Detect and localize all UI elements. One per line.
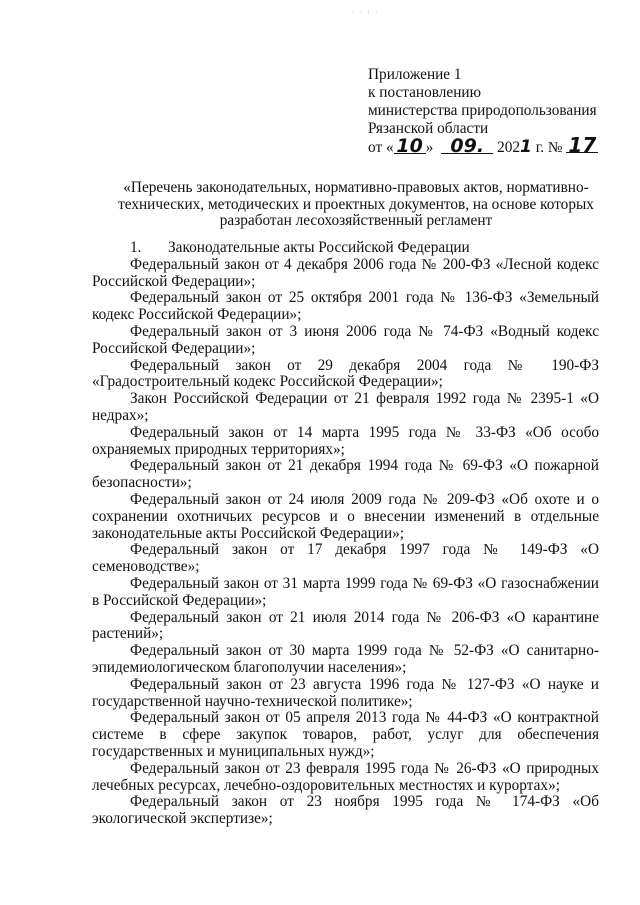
document-title: «Перечень законодательных, нормативно-правовых актов, нормативно-технических, методических и проектных документов, на основе которых разработан лесохозяйственный регламент xyxy=(118,179,594,229)
appendix-line-3: министерства природопользования xyxy=(368,102,597,119)
appendix-line-2: к постановлению xyxy=(368,84,482,101)
appendix-line-1: Приложение 1 xyxy=(368,66,462,83)
section-number: 1. xyxy=(130,239,142,256)
date-mid: » xyxy=(425,139,434,156)
law-item: Федеральный закон от 23 ноября 1995 года № 174-ФЗ «Об экологической экспертизе»; xyxy=(92,793,599,828)
law-item: Федеральный закон от 05 апреля 2013 года № 44-ФЗ «О контрактной системе в сфере закупок товаров, работ, услуг для обеспечения государственных и муниципальных нужд»; xyxy=(92,709,599,760)
date-year-digit-handwritten: 1 xyxy=(520,137,532,157)
law-item: Федеральный закон от 30 марта 1999 года № 52-ФЗ «О санитарно-эпидемиологическом благополучии населения»; xyxy=(92,642,599,676)
date-prefix: от « xyxy=(368,139,394,156)
laws-list xyxy=(92,257,599,828)
law-item: Федеральный закон от 23 августа 1996 года № 127-ФЗ «О науке и государственной научно-технической политике»; xyxy=(92,675,599,710)
date-month-handwritten: 09. xyxy=(441,139,493,154)
section-heading-text: Законодательные акты Российской Федерации xyxy=(168,239,470,256)
law-item: Федеральный закон от 4 декабря 2006 года № 200-ФЗ «Лесной кодекс Российской Федерации»; xyxy=(92,255,599,290)
appendix-line-4: Рязанской области xyxy=(368,120,489,137)
scan-artifact: . . : . xyxy=(352,8,380,15)
law-item: Федеральный закон от 31 марта 1999 года № 69-ФЗ «О газоснабжении в Российской Федерации»; xyxy=(92,574,599,609)
law-item: Федеральный закон от 14 марта 1995 года № 33-ФЗ «Об особо охраняемых природных территориях»; xyxy=(92,423,599,458)
appendix-block xyxy=(368,66,628,157)
law-item: Федеральный закон от 24 июля 2009 года № 209-ФЗ «Об охоте и о сохранении охотничьих ресурсов и о внесении изменений в отдельные законодательные акты Российской Федерации»; xyxy=(92,490,599,542)
law-item: Закон Российской Федерации от 21 февраля 1992 года № 2395-1 «О недрах»; xyxy=(92,390,599,424)
law-item: Федеральный закон от 29 декабря 2004 года № 190-ФЗ «Градостроительный кодекс Российской Федерации»; xyxy=(92,356,599,391)
date-year-prefix: 202 xyxy=(497,139,521,156)
date-day-handwritten: 10 xyxy=(394,139,426,154)
section-heading xyxy=(130,240,599,257)
law-item: Федеральный закон от 21 июля 2014 года № 206-ФЗ «О карантине растений»; xyxy=(92,608,599,643)
law-item: Федеральный закон от 21 декабря 1994 года № 69-ФЗ «О пожарной безопасности»; xyxy=(92,457,599,492)
law-item: Федеральный закон от 23 февраля 1995 года № 26-ФЗ «О природных лечебных ресурсах, лечебно-оздоровительных местностях и курортах»; xyxy=(92,759,599,794)
date-suffix: г. № xyxy=(535,139,563,156)
law-item: Федеральный закон от 17 декабря 1997 года № 149-ФЗ «О семеноводстве»; xyxy=(92,541,599,576)
doc-number-handwritten: 17 xyxy=(566,138,598,153)
law-item: Федеральный закон от 3 июня 2006 года № 74-ФЗ «Водный кодекс Российской Федерации»; xyxy=(92,322,599,357)
appendix-date-line xyxy=(368,133,628,157)
law-item: Федеральный закон от 25 октября 2001 года № 136-ФЗ «Земельный кодекс Российской Федерации»; xyxy=(92,289,599,324)
document-body xyxy=(92,240,599,828)
